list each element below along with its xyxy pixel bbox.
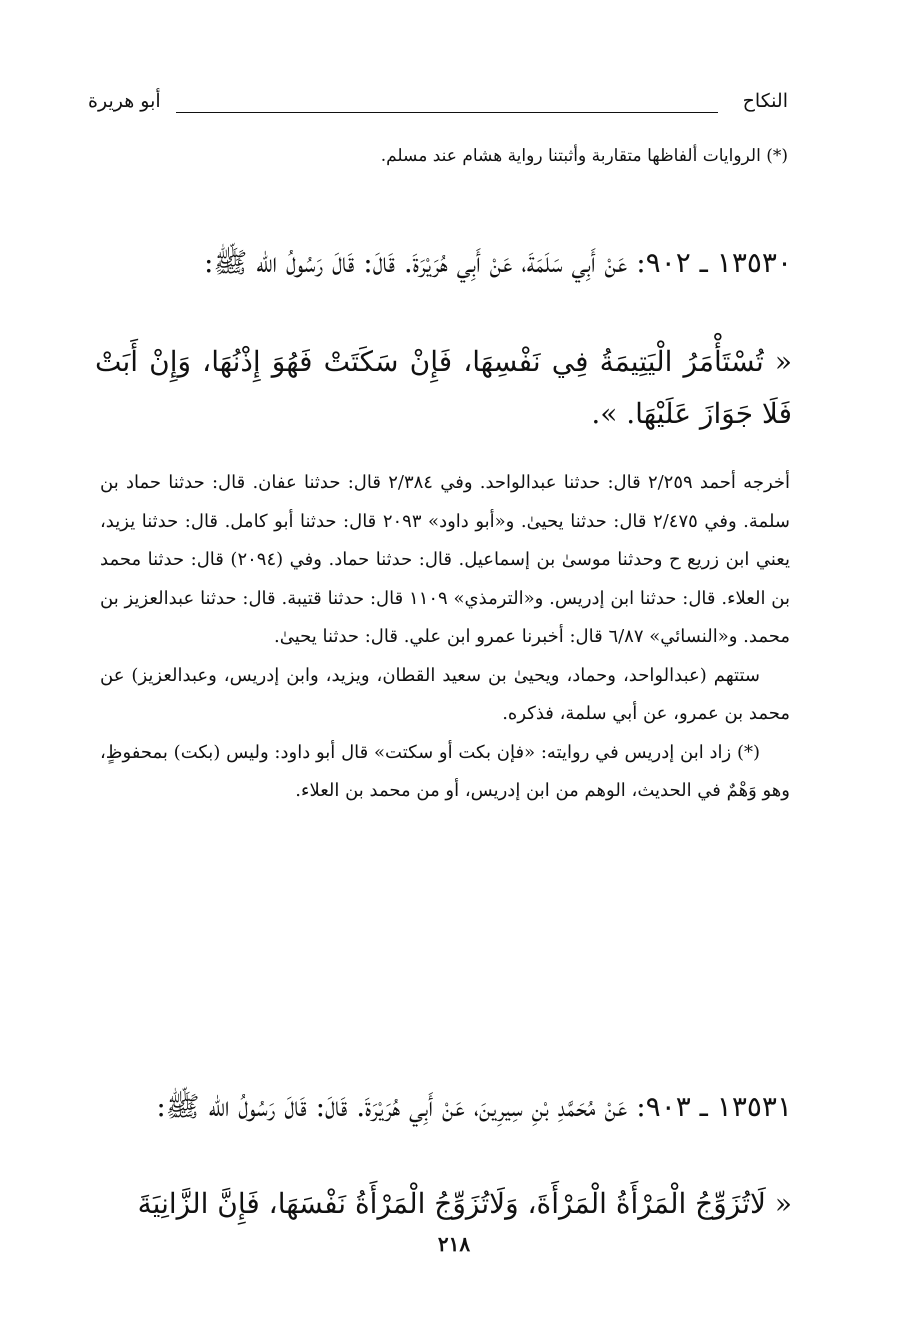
- header-rule: [176, 112, 718, 113]
- hadith-1-commentary: [100, 464, 790, 811]
- page-number: ٢١٨: [437, 1232, 471, 1256]
- hadith-2-matn: « لَاتُزَوِّجُ الْمَرْأَةُ الْمَرْأَةَ، وَلَاتُزَوِّجُ الْمَرْأَةُ نَفْسَهَا، فَإِنَّ الزَّانِيَةَ: [137, 1187, 792, 1220]
- top-footnote: (*) الروايات ألفاظها متقاربة وأثبتنا رواية هشام عند مسلم.: [380, 146, 788, 166]
- summary-paragraph: ستتهم (عبدالواحد، وحماد، ويحيىٰ بن سعيد القطان، ويزيد، وابن إدريس، وعبدالعزيز) عن محمد بن عمرو، عن أبي سلمة، فذكره.: [100, 664, 790, 724]
- note-paragraph: (*) زاد ابن إدريس في روايته: «فإن بكت أو سكتت» قال أبو داود: وليس (بكت) بمحفوظٍ، وهو وَهْمٌ في الحديث، الوهم من ابن إدريس، أو من محمد بن العلاء.: [100, 741, 790, 801]
- chapter-title: النكاح: [742, 90, 788, 112]
- hadith-2-isnad: ١٣٥٣١ ـ ٩٠٣: عَنْ مُحَمَّدِ بْنِ سِيرِينَ، عَنْ أَبِي هُرَيْرَةَ. قَالَ: قَالَ رَسُولُ الله ﷺ:: [156, 1090, 792, 1123]
- section-title: أبو هريرة: [88, 90, 161, 112]
- takhrij-paragraph: أخرجه أحمد ٢/٢٥٩ قال: حدثنا عبدالواحد. وفي ٢/٣٨٤ قال: حدثنا عفان. قال: حدثنا حماد بن سلمة. وفي ٢/٤٧٥ قال: حدثنا يحيىٰ. و«أبو داود» ٢٠٩٣ قال: حدثنا أبو كامل. قال: حدثنا يزيد، يعني ابن زريع ح وحدثنا موسىٰ بن إسماعيل. قال: حدثنا حماد. وفي (٢٠٩٤) قال: حدثنا محمد بن العلاء. قال: حدثنا ابن إدريس. و«الترمذي» ١١٠٩ قال: حدثنا قتيبة. قال: حدثنا عبدالعزيز بن محمد. و«النسائي» ٦/٨٧ قال: أخبرنا عمرو ابن علي. قال: حدثنا يحيىٰ.: [100, 472, 791, 647]
- hadith-1-isnad: ١٣٥٣٠ ـ ٩٠٢: عَنْ أَبِي سَلَمَةَ، عَنْ أَبِي هُرَيْرَةَ. قَالَ: قَالَ رَسُولُ الله ﷺ:: [204, 246, 792, 279]
- running-header: [88, 90, 788, 120]
- hadith-1-matn: « تُسْتَأْمَرُ الْيَتِيمَةُ فِي نَفْسِهَا، فَإِنْ سَكَتَتْ فَهُوَ إِذْنُهَا، وَإِنْ أَبَتْ فَلَا جَوَازَ عَلَيْهَا. ».: [95, 345, 792, 430]
